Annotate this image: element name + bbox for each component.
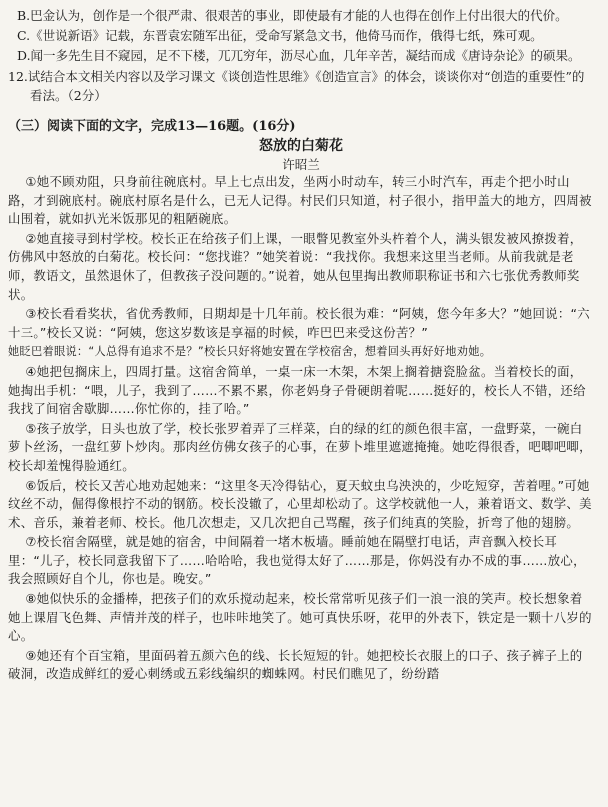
option-c: C.《世说新语》记载，东晋袁宏随军出征，受命写紧急文书，他倚马而作，俄得七纸，殊可观。 <box>17 28 543 43</box>
paragraph: ⑦校长宿舍隔壁，就是她的宿舍，中间隔着一堵木板墙。睡前她在隔壁打电话，声音飘入校长耳里：“儿子，校长同意我留下了……哈哈哈，我也觉得太好了……那是，你妈没有办不成的事……放心，我会照顾好自个儿，你也是。晚安。” <box>8 534 586 587</box>
paragraph: ⑥饭后，校长又苦心地劝起她来：“这里冬天冷得钻心，夏天蚊虫乌泱泱的，少吃短穿，苦着哩。”可她纹丝不动，倔得像根拧不动的钢筋。校长没辙了，心里却松动了。这学校就他一人，兼着语文、数学、美术、音乐，兼着老师、校长。他几次想走，又几次把自己骂醒，孩子们纯真的笑脸，折弯了他的翅膀。 <box>8 477 592 530</box>
paragraph: ②她直接寻到村学校。校长正在给孩子们上课，一眼瞥见教室外头杵着个人，满头银发被风撩拨着，仿佛风中怒放的白菊花。校长问：“您找谁？”她笑着说：“我找你。我想来这里当老师。从前我就是老师，教语文，虽然退休了，但教孩子没问题的。”说着，她从包里掏出教师职称证书和六七张优秀教师奖状。 <box>8 230 583 302</box>
paragraph: ④她把包搁床上，四周打量。这宿舍简单，一桌一床一木架，木架上搁着搪瓷脸盆。当着校长的面，她掏出手机：“喂，儿子，我到了……不累不累，你老妈身子骨硬朗着呢……挺好的，校长人不错，还给我找了间宿舍歇脚……你忙你的，挂了哈。” <box>8 363 586 417</box>
article-author: 许昭兰 <box>282 157 320 172</box>
paragraph: ③校长看看奖状，省优秀教师，日期却是十几年前。校长很为难：“阿姨，您今年多大？”她回说：“六十三。”校长又说：“阿姨，您这岁数该是享福的时候，咋巴巴来受这份苦？” <box>8 306 590 340</box>
paragraph: ⑧她似快乐的金播棒，把孩子们的欢乐搅动起来，校长常常听见孩子们一浪一浪的笑声。校长想象着她上课眉飞色舞、声情并茂的样子，也咔咔地笑了。她可真快乐呀，花甲的外表下，铁定是一颗十八岁的心。 <box>8 591 592 644</box>
question-12: 12.试结合本文相关内容以及学习课文《谈创造性思维》《创造宣言》的体会，谈谈你对“创造的重要性”的看法。（2分） <box>8 69 585 103</box>
article-body <box>8 173 594 684</box>
option-d: D.闻一多先生目不窥园，足不下楼，兀兀穷年，沥尽心血，几年辛苦，凝结而成《唐诗杂论》的硕果。 <box>17 48 581 63</box>
paragraph: ①她不顾劝阻，只身前往碗底村。早上七点出发，坐两小时动车，转三小时汽车，再走个把小时山路，才到碗底村。碗底村原名是什么，已无人记得。村民们只知道，村子很小，指甲盖大的地方，四周被山围着，就如扒光米饭那见的粗陋碗底。 <box>8 174 592 227</box>
paragraph: ⑨她还有个百宝箱，里面码着五颜六色的线、长长短短的针。她把校长衣服上的口子、孩子裤子上的破洞，改造成鲜红的爱心刺绣或五彩线编织的蜘蛛网。村民们瞧见了，纷纷踏 <box>8 647 583 682</box>
section-heading: （三）阅读下面的文字，完成13—16题。(16分) <box>8 119 296 134</box>
paragraph: ⑤孩子放学，日头也放了学，校长张罗着弄了三样菜，白的绿的红的颜色很丰富，一盘野菜，一碗白萝卜丝汤，一盘红萝卜炒肉。那肉丝仿佛女孩子的心事，在萝卜堆里遮遮掩掩。她吃得很香，吧唧吧唧，校长却羞愧得脸通红。 <box>8 420 592 473</box>
paragraph: 她眨巴着眼说：“人总得有追求不是？”校长只好将她安置在学校宿舍，想着回头再好好地劝她。 <box>8 345 492 359</box>
option-b: B.巴金认为，创作是一个很严肃、很艰苦的事业，即使最有才能的人也得在创作上付出很大的代价。 <box>17 8 568 23</box>
article-title: 怒放的白菊花 <box>259 138 343 154</box>
